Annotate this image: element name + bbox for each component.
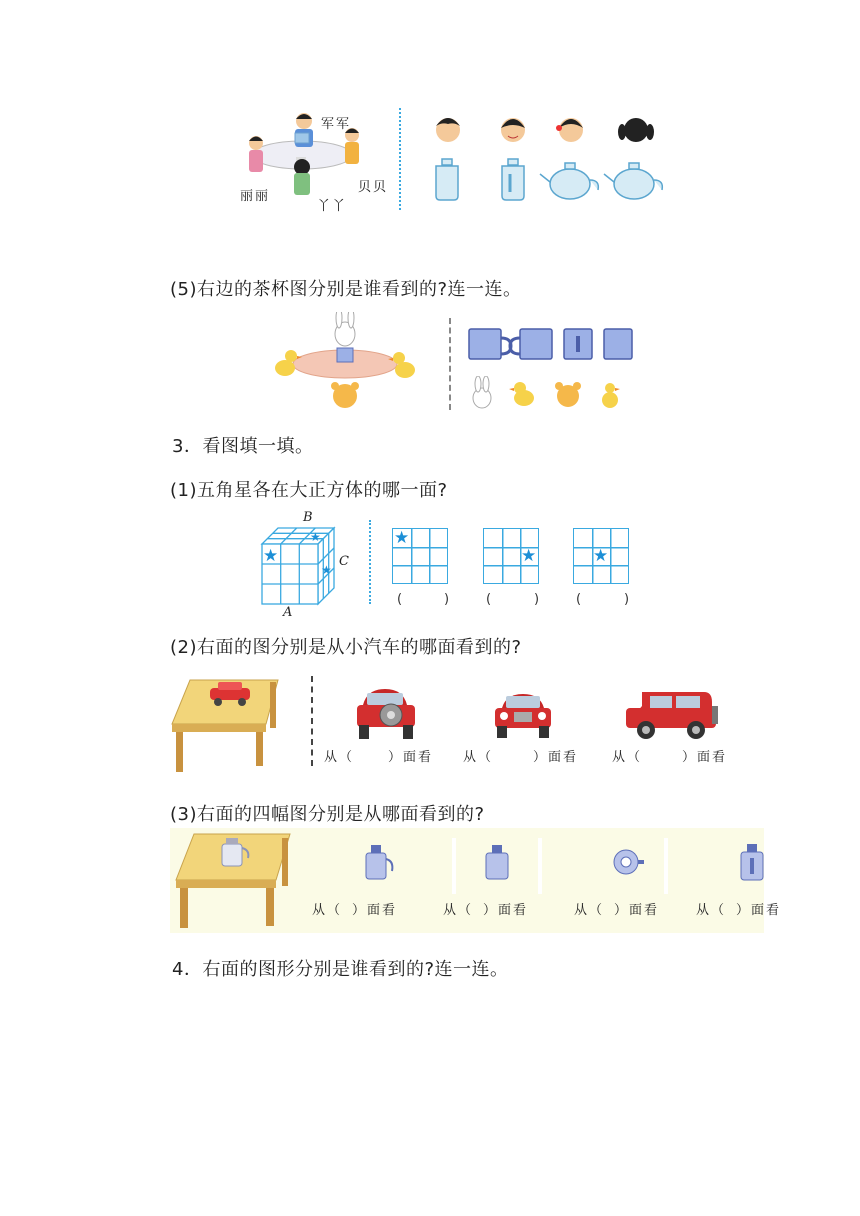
star-icon: ★: [394, 528, 410, 548]
question-3-1: (1)五角星各在大正方体的哪一面?: [170, 480, 448, 501]
cube-illustration: [258, 520, 343, 608]
star-icon: ★: [593, 546, 609, 566]
answer-blank-open: (: [576, 592, 582, 607]
cube-label-a: A: [283, 605, 293, 620]
dotted-divider: [369, 520, 371, 604]
pale-divider: [452, 838, 456, 894]
question-3-3: (3)右面的四幅图分别是从哪面看到的?: [170, 804, 485, 825]
animals-row: [466, 376, 636, 412]
name-beibei: 贝贝: [358, 180, 389, 195]
answer-blank-open: (: [397, 592, 403, 607]
view-blank-2: 从（ ）面看: [443, 903, 529, 918]
cup-front-view: [483, 843, 511, 881]
question-3: 3．看图填一填。: [172, 436, 314, 457]
animals-table-illustration: [265, 312, 425, 412]
dashed-divider: [449, 318, 451, 410]
view-blank-1: 从（ ）面看: [312, 903, 398, 918]
star-icon: ★: [263, 546, 279, 566]
view-blank-1: 从（ ）面看: [324, 750, 434, 765]
question-4: 4．右面的图形分别是谁看到的?连一连。: [172, 959, 509, 980]
view-blank-3: 从（ ）面看: [574, 903, 660, 918]
cube-label-c: C: [339, 554, 349, 569]
star-icon: ★: [310, 530, 321, 544]
star-icon: ★: [321, 563, 332, 577]
view-blank-2: 从（ ）面看: [463, 750, 579, 765]
name-yaya: 丫丫: [317, 199, 348, 214]
pale-divider: [538, 838, 542, 894]
pale-divider: [664, 838, 668, 894]
car-front-view: [492, 690, 554, 740]
faces-row: [428, 112, 668, 152]
cup-back-view: [738, 842, 766, 882]
answer-blank-close: ): [624, 592, 630, 607]
name-junjun: 军军: [321, 117, 352, 132]
answer-blank-open: (: [486, 592, 492, 607]
answer-blank-close: ): [534, 592, 540, 607]
question-5: (5)右边的茶杯图分别是谁看到的?连一连。: [170, 279, 522, 300]
name-lili: 丽丽: [240, 189, 271, 204]
face-grid-1: [392, 528, 448, 584]
cup-side-view: [362, 843, 396, 881]
table-cup-illustration: [174, 830, 294, 930]
car-back-view: [353, 685, 419, 741]
teapots-row: [428, 154, 668, 204]
table-car-illustration: [170, 672, 282, 774]
dashed-divider: [311, 676, 313, 766]
cup-top-view: [612, 848, 646, 876]
cups-row: [466, 326, 636, 362]
face-grid-2: [483, 528, 539, 584]
view-blank-3: 从（ ）面看: [612, 750, 728, 765]
star-icon: ★: [521, 546, 537, 566]
cube-label-b: B: [303, 510, 313, 525]
face-grid-3: [573, 528, 629, 584]
view-blank-4: 从（ ）面看: [696, 903, 782, 918]
car-side-view: [622, 688, 720, 742]
dotted-divider: [399, 108, 401, 210]
question-3-2: (2)右面的图分别是从小汽车的哪面看到的?: [170, 637, 522, 658]
answer-blank-close: ): [444, 592, 450, 607]
